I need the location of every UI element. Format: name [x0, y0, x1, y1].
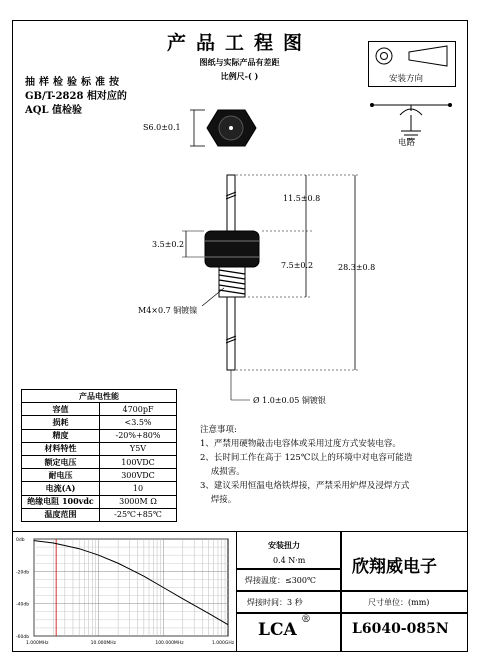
spec-row — [22, 508, 177, 521]
spec-row — [22, 403, 177, 416]
spec-row — [22, 482, 177, 495]
circuit-label: 电路 — [398, 138, 416, 148]
spec-key: 损耗 — [22, 416, 100, 429]
chart-x-tick-label: 100.000MHz — [155, 641, 184, 646]
dim-lead-dia: Ø 1.0±0.05 铜镀银 — [253, 396, 326, 405]
dim-nut-height: 3.5±0.2 — [152, 240, 185, 249]
chart-x-tick-label: 1.000MHz — [26, 641, 49, 646]
torque-label: 安装扭力 — [268, 540, 300, 550]
page-title: 产品工程图 — [166, 32, 312, 54]
install-direction-label: 安装方向 — [389, 74, 424, 84]
spec-table — [21, 389, 177, 522]
spec-key: 精度 — [22, 429, 100, 442]
spec-table-title: 产品电性能 — [22, 390, 177, 403]
unit-label: 尺寸单位：(mm) — [368, 598, 430, 607]
inspection-note-line3: AQL 值检验 — [25, 105, 82, 116]
spec-key: 耐电压 — [22, 469, 100, 482]
spec-value: -25℃+85℃ — [100, 508, 177, 521]
weld-time: 焊接时间：3 秒 — [247, 598, 303, 607]
spec-value: 3000M Ω — [100, 495, 177, 508]
spec-value: <3.5% — [100, 416, 177, 429]
notes-block — [200, 423, 460, 507]
spec-row — [22, 495, 177, 508]
chart-y-tick-label: -20db — [16, 570, 30, 576]
chart-x-tick-label: 10.000MHz — [90, 641, 117, 646]
spec-row — [22, 442, 177, 455]
spec-row — [22, 455, 177, 468]
note-item: 3、建议采用恒温电烙铁焊接，严禁采用炉焊及浸焊方式 — [200, 481, 410, 491]
brand-logo: LCA — [258, 620, 297, 640]
spec-key: 额定电压 — [22, 455, 100, 468]
spec-row — [22, 429, 177, 442]
note-item: 焊接。 — [200, 495, 237, 505]
inspection-note-line2: GB/T-2828 相对应的 — [25, 91, 127, 102]
dim-lead-top: 11.5±0.8 — [283, 194, 321, 203]
spec-key: 容值 — [22, 403, 100, 416]
spec-value: -20%+80% — [100, 429, 177, 442]
torque-value: 0.4 N·m — [273, 556, 306, 565]
spec-value: 300VDC — [100, 469, 177, 482]
scale-label: 比例尺-( ) — [220, 71, 259, 81]
weld-temp: 焊接温度：≤300℃ — [245, 576, 316, 585]
spec-key: 绝缘电阻 100vdc — [22, 495, 100, 508]
hex-top-view — [207, 110, 256, 146]
dim-thread: M4×0.7 铜镀镍 — [138, 306, 198, 315]
chart-y-tick-label: -40db — [16, 602, 30, 608]
attenuation-chart — [14, 533, 236, 650]
company-name: 欣翔威电子 — [352, 557, 437, 577]
dim-total-len: 28.3±0.8 — [338, 263, 376, 272]
chart-y-tick-label: 0db — [16, 538, 25, 543]
brand-registered-mark: ® — [301, 614, 311, 625]
chart-y-tick-label: -60db — [16, 635, 30, 640]
part-number: L6040-085N — [352, 621, 449, 637]
inspection-note-line1: 抽样检验标准按 — [25, 77, 123, 88]
spec-key: 材料特性 — [22, 442, 100, 455]
dim-thread-len: 7.5±0.2 — [281, 261, 314, 270]
note-item: 1、严禁用硬物敲击电容体或采用过度方式安装电容。 — [200, 439, 401, 449]
spec-row — [22, 416, 177, 429]
spec-row — [22, 469, 177, 482]
page-subtitle: 图纸与实际产品有差距 — [199, 57, 280, 67]
chart-x-tick-label: 1.000GHz — [212, 641, 235, 646]
spec-value: 100VDC — [100, 455, 177, 468]
spec-value: 10 — [100, 482, 177, 495]
spec-key: 温度范围 — [22, 508, 100, 521]
spec-key: 电流(A) — [22, 482, 100, 495]
note-item: 成损害。 — [200, 467, 245, 477]
spec-value: 4700pF — [100, 403, 177, 416]
note-item: 2、长时间工作在高于 125℃以上的环境中对电容可能造 — [200, 453, 413, 463]
notes-heading: 注意事项: — [200, 425, 237, 435]
spec-value: Y5V — [100, 442, 177, 455]
dim-hex: S6.0±0.1 — [143, 123, 181, 132]
